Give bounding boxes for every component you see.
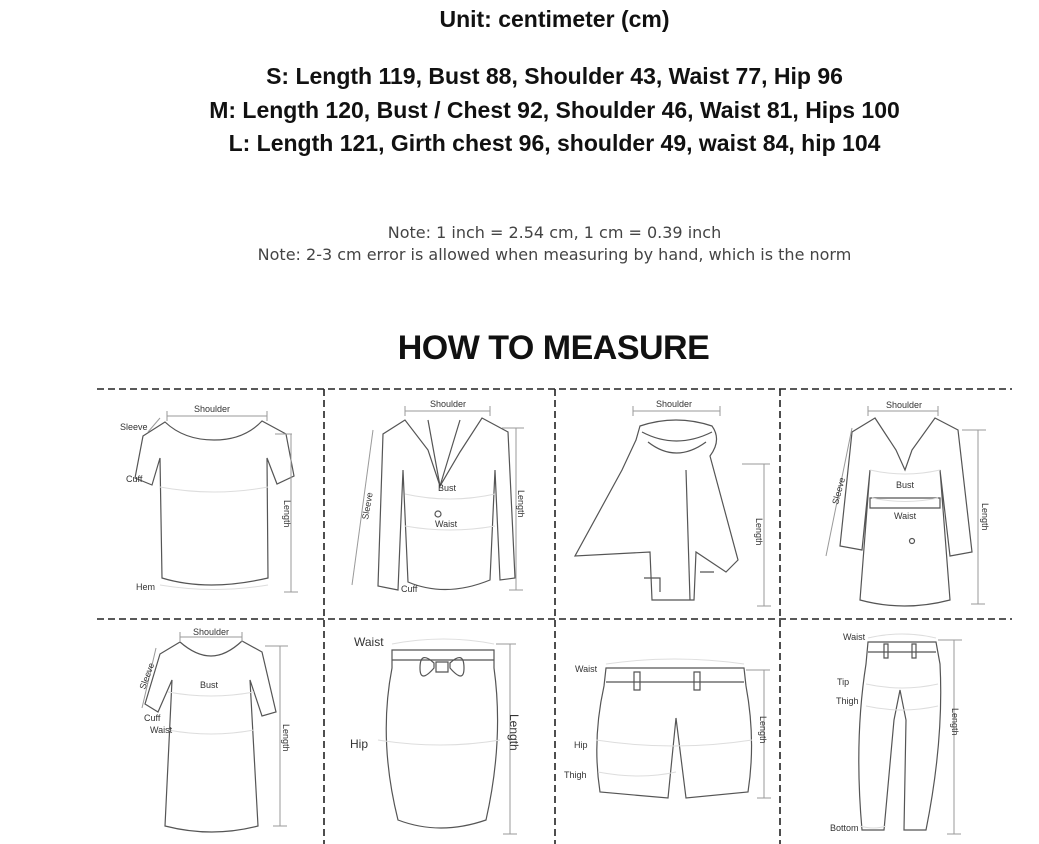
label-waist: Waist [843, 632, 866, 642]
label-length: Length [282, 500, 292, 528]
label-shoulder: Shoulder [430, 399, 467, 409]
label-cuff: Cuff [126, 474, 143, 484]
label-length: Length [754, 518, 764, 546]
dress-figure [137, 627, 291, 832]
label-waist: Waist [150, 725, 173, 735]
label-length: Length [950, 708, 960, 736]
label-hem: Hem [136, 582, 156, 592]
label-shoulder: Shoulder [656, 399, 693, 409]
label-thigh: Thigh [836, 696, 859, 706]
label-shoulder: Shoulder [886, 400, 923, 410]
label-waist: Waist [435, 519, 458, 529]
label-hip: Hip [350, 737, 369, 751]
label-waist: Waist [354, 635, 384, 649]
unit-heading: Unit: centimeter (cm) [439, 6, 670, 32]
label-bust: Bust [438, 483, 457, 493]
size-line-l: L: Length 121, Girth chest 96, shoulder 49, waist 84, hip 104 [228, 130, 881, 156]
fur-coat-figure [575, 399, 771, 606]
size-line-s: S: Length 119, Bust 88, Shoulder 43, Waist 77, Hip 96 [266, 63, 843, 89]
size-line-m: M: Length 120, Bust / Chest 92, Shoulder 46, Waist 81, Hips 100 [209, 96, 900, 123]
label-waist: Waist [894, 511, 917, 521]
label-sleeve: Sleeve [830, 476, 848, 506]
label-bust: Bust [896, 480, 915, 490]
label-thigh: Thigh [564, 770, 587, 780]
label-waist: Waist [575, 664, 598, 674]
label-length: Length [281, 724, 291, 752]
blazer-figure [352, 399, 526, 594]
label-shoulder: Shoulder [193, 627, 230, 637]
tshirt-figure [120, 404, 298, 592]
shorts-figure [564, 659, 771, 798]
label-length: Length [980, 503, 990, 531]
label-tip: Tip [837, 677, 850, 687]
label-bust: Bust [200, 680, 219, 690]
how-to-measure-title: HOW TO MEASURE [397, 329, 710, 367]
grid-lines [97, 389, 1012, 844]
label-bottom: Bottom [830, 823, 859, 833]
trench-coat-figure [826, 400, 990, 606]
label-cuff: Cuff [144, 713, 161, 723]
pants-figure [830, 632, 962, 834]
label-length: Length [758, 716, 768, 744]
note-error: Note: 2-3 cm error is allowed when measuring by hand, which is the norm [257, 245, 852, 264]
label-hip: Hip [574, 740, 588, 750]
label-length: Length [516, 490, 526, 518]
note-conversion: Note: 1 inch = 2.54 cm, 1 cm = 0.39 inch [387, 223, 722, 242]
skirt-figure [350, 635, 521, 834]
label-length: Length [507, 714, 521, 751]
label-sleeve: Sleeve [360, 491, 375, 521]
label-sleeve: Sleeve [137, 661, 157, 691]
label-cuff: Cuff [401, 584, 418, 594]
label-shoulder: Shoulder [194, 404, 231, 414]
label-sleeve: Sleeve [120, 422, 148, 432]
